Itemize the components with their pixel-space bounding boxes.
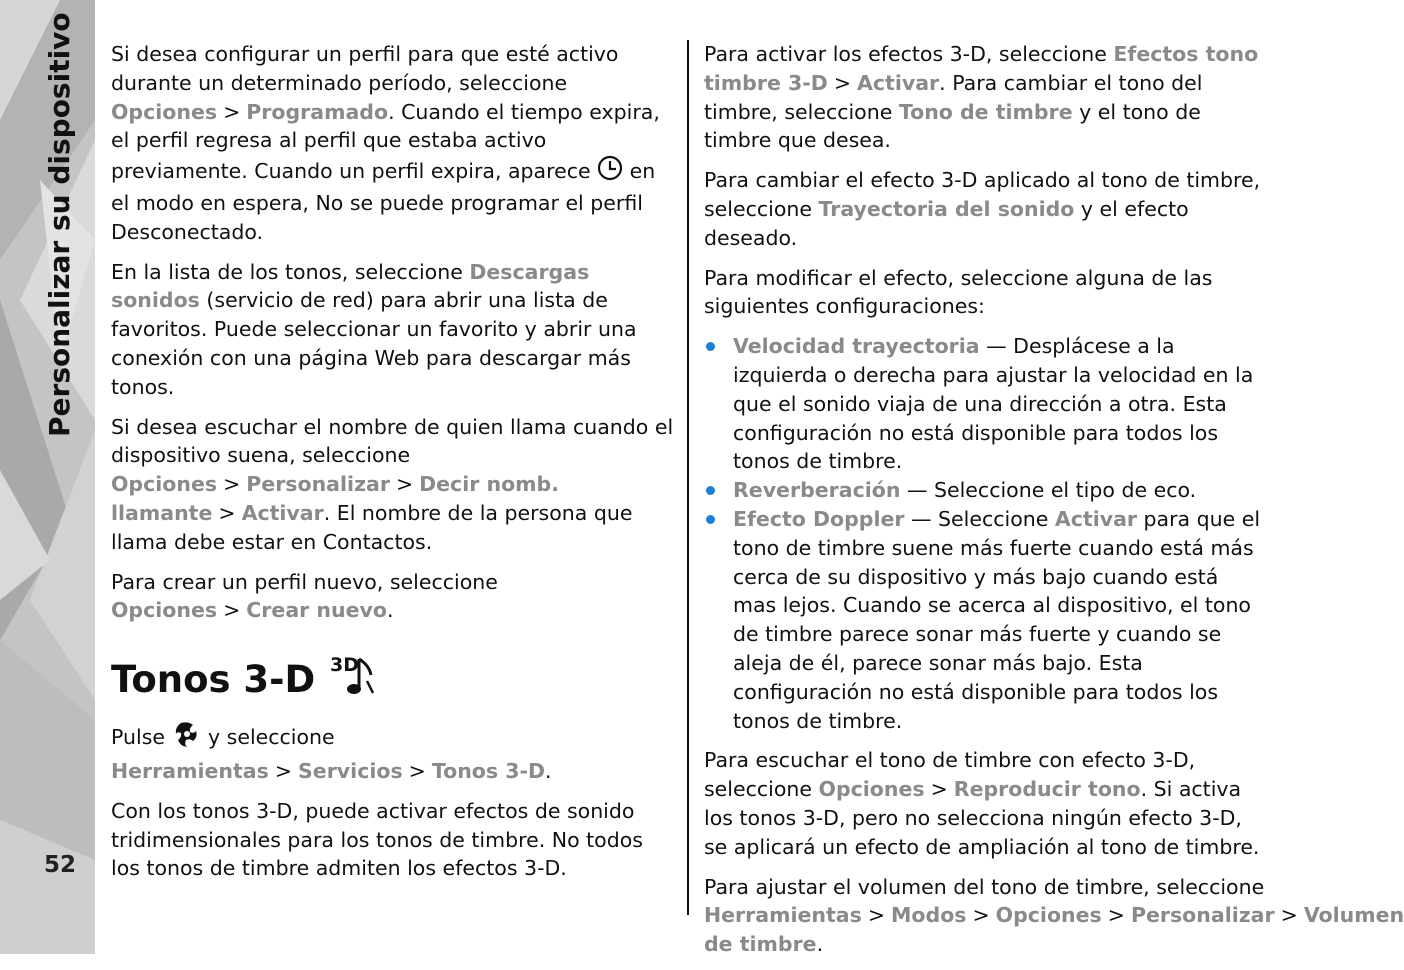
menu-option: Herramientas [111, 758, 269, 783]
bullet-icon [706, 486, 715, 495]
3d-tones-icon [329, 651, 377, 709]
menu-option: Velocidad trayectoria [733, 334, 980, 359]
menu-option: Tonos 3-D [431, 758, 546, 783]
menu-option: Personalizar [246, 472, 390, 497]
menu-option: Activar [1054, 506, 1138, 531]
3d-tones-icon-label: 3D [330, 654, 360, 677]
menu-option: Activar [241, 500, 324, 525]
menu-option: Trayectoria del sonido [818, 196, 1075, 221]
bullet-icon [706, 515, 715, 524]
menu-option: Decir nomb. llamante [111, 472, 559, 525]
list-item: Velocidad trayectoria — Desplácese a la izquierda o derecha para ajustar la velocidad en la que el sonido viaja de una dirección a otra. Esta configuración no está disponible para todos los tonos de timbre. [704, 332, 1266, 476]
menu-option: Opciones [111, 472, 218, 497]
page-number: 52 [44, 852, 77, 878]
list-item: Reverberación — Seleccione el tipo de eco. [704, 476, 1266, 505]
bullet-icon [706, 342, 715, 351]
menu-option: Herramientas [704, 903, 862, 928]
paragraph: Para escuchar el tono de timbre con efecto 3-D, seleccione Opciones > Reproducir tono. Si activa los tonos 3-D, pero no selecciona ningún efecto 3-D, se aplicará un efecto de ampliación al tono de timbre. [704, 748, 1260, 859]
menu-option: Volumen de timbre [704, 903, 1404, 957]
paragraph: Para ajustar el volumen del tono de timbre, seleccione Herramientas > Modos > Opciones > Personalizar > Volumen de timbre. [704, 874, 1404, 957]
menu-option: Tono de timbre [898, 99, 1073, 124]
paragraph: En la lista de los tonos, seleccione Descargas sonidos (servicio de red) para abrir una lista de favoritos. Puede seleccionar un favorito y abrir una conexión con una página Web para descargar más tonos. [111, 259, 637, 399]
paragraph: Para cambiar el efecto 3-D aplicado al tono de timbre, seleccione Trayectoria del sonido y el efecto deseado. [704, 168, 1261, 250]
menu-option: Descargas sonidos [111, 259, 590, 313]
menu-option: Efecto Doppler [733, 506, 905, 531]
menu-option: Opciones [111, 598, 218, 623]
menu-option: Opciones [995, 903, 1102, 928]
menu-option: Efectos tono timbre 3-D [704, 42, 1259, 95]
paragraph: Para modificar el efecto, seleccione alguna de las siguientes configuraciones: [704, 265, 1213, 319]
paragraph: Con los tonos 3-D, puede activar efectos de sonido tridimensionales para los tonos de timbre. No todos los tonos de timbre admiten los efectos 3-D. [111, 798, 643, 881]
left-column [111, 40, 674, 894]
paragraph: Para crear un perfil nuevo, seleccione Opciones > Crear nuevo. [111, 569, 498, 623]
menu-option: Reproducir tono [953, 777, 1141, 802]
menu-key-icon [172, 719, 202, 757]
paragraph: Para activar los efectos 3-D, seleccione Efectos tono timbre 3-D > Activar. Para cambiar el tono del timbre, seleccione Tono de timbre y el tono de timbre que desea. [704, 42, 1259, 153]
right-column [704, 40, 1404, 970]
menu-option: Programado [246, 99, 389, 124]
menu-option: Crear nuevo [246, 598, 387, 623]
menu-option: Opciones [111, 99, 218, 124]
menu-option: Reverberación [733, 478, 901, 503]
sidebar-band [0, 0, 95, 954]
paragraph: Si desea configurar un perfil para que esté activo durante un determinado período, seleccione Opciones > Programado. Cuando el tiempo expira, el perfil regresa al perfil que estaba activo previamente. Cuando un perfil expira, aparece en el modo en espera, No se puede programar el perfil Desconectado. [111, 42, 660, 244]
list-item: Efecto Doppler — Seleccione Activar para que el tono de timbre suene más fuerte cuando está más cerca de su dispositivo y más bajo cuando está mas lejos. Cuando se acerca al dispositivo, el tono de timbre parece sonar más fuerte y cuando se aleja de él, parece sonar más bajo. Esta configuración no está disponible para todos los tonos de timbre. [704, 505, 1266, 735]
settings-list [704, 332, 1266, 735]
menu-option: Servicios [298, 758, 403, 783]
menu-option: Personalizar [1130, 903, 1275, 928]
paragraph: Pulse y seleccione Herramientas > Servicios > Tonos 3-D. [111, 719, 674, 786]
section-title: Personalizar su dispositivo [43, 12, 76, 437]
paragraph: Si desea escuchar el nombre de quien llama cuando el dispositivo suena, seleccione Opciones > Personalizar > Decir nomb. llamante > Activar. El nombre de la persona que llama debe estar en Contactos. [111, 414, 674, 554]
menu-option: Opciones [818, 777, 925, 802]
section-heading: Tonos 3-D 3D [111, 651, 674, 709]
clock-icon [597, 155, 623, 189]
menu-option: Activar [857, 70, 940, 95]
column-divider [687, 40, 689, 915]
menu-option: Modos [891, 903, 967, 928]
